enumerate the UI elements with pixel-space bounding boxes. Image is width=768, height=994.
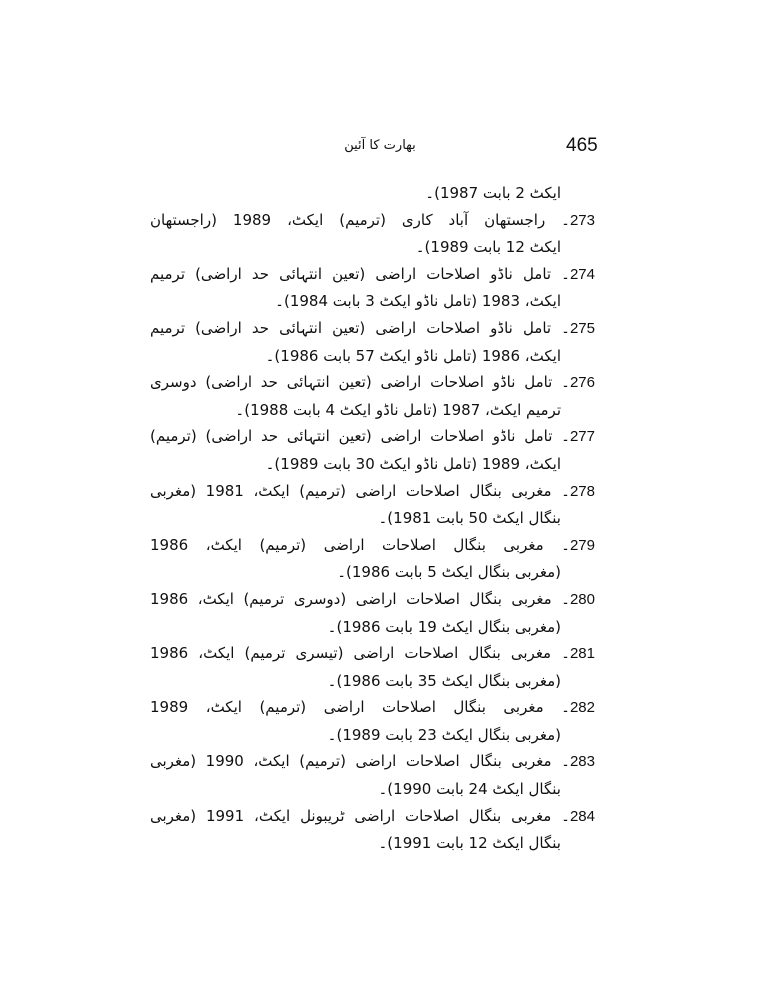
- entry-continuation-line: ایکٹ 2 بابت 1987)۔: [425, 184, 561, 202]
- entry-second-line: (مغربی بنگال ایکٹ 35 بابت 1986)۔: [327, 671, 561, 690]
- entry-first-line: [150, 315, 595, 343]
- entry-first-line: [150, 586, 595, 614]
- page-number: 465: [566, 135, 598, 156]
- entry-text: ۔ تامل ناڈو اصلاحات اراضی (تعین انتہائی حد اراضی) ترمیم: [150, 264, 570, 283]
- entry-number: 282: [569, 699, 595, 717]
- entry-text: ۔ راجستھان آباد کاری (ترمیم) ایکٹ، 1989 (راجستھان: [150, 210, 570, 229]
- entry-275: [150, 315, 595, 369]
- entry-number: 275: [569, 319, 595, 337]
- entry-277: [150, 423, 595, 477]
- entry-second-line: ایکٹ، 1989 (تامل ناڈو ایکٹ 30 بابت 1989)۔: [265, 454, 561, 473]
- entry-second-line: بنگال ایکٹ 24 بابت 1990)۔: [378, 780, 561, 799]
- entry-273: [150, 207, 595, 261]
- entry-second-line: ایکٹ 12 بابت 1989)۔: [415, 238, 561, 257]
- entry-text: ۔ مغربی بنگال اصلاحات اراضی (دوسری ترمیم) ایکٹ، 1986: [150, 589, 570, 608]
- entry-number: 278: [569, 482, 595, 500]
- entry-text: ۔ مغربی بنگال اصلاحات اراضی (ترمیم) ایکٹ، 1990 (مغربی: [150, 752, 570, 771]
- entry-text: ۔ تامل ناڈو اصلاحات اراضی (تعین انتہائی حد اراضی) ترمیم: [150, 318, 570, 337]
- entry-first-line: [150, 261, 595, 289]
- entry-number: 276: [569, 374, 595, 392]
- entry-text: ۔ مغربی بنگال اصلاحات اراضی (ترمیم) ایکٹ، 1986: [150, 535, 570, 554]
- schedule-entry-list: [150, 180, 595, 857]
- entry-second-line: ایکٹ، 1986 (تامل ناڈو ایکٹ 57 بابت 1986)۔: [265, 346, 561, 365]
- entry-first-line: [150, 640, 595, 668]
- entry-number: 283: [569, 753, 595, 771]
- entry-number: 273: [569, 211, 595, 229]
- entry-274: [150, 261, 595, 315]
- entry-281: [150, 640, 595, 694]
- entry-first-line: [150, 478, 595, 506]
- entry-276: [150, 369, 595, 423]
- entry-number: 284: [569, 807, 595, 825]
- entry-first-line: [150, 694, 595, 722]
- entry-279: [150, 532, 595, 586]
- entry-second-line: (مغربی بنگال ایکٹ 19 بابت 1986)۔: [327, 617, 561, 636]
- entry-second-line: ایکٹ، 1983 (تامل ناڈو ایکٹ 3 بابت 1984)۔: [275, 292, 561, 311]
- entry-number: 279: [569, 536, 595, 554]
- entry-280: [150, 586, 595, 640]
- entry-second-line: بنگال ایکٹ 50 بابت 1981)۔: [378, 509, 561, 528]
- entry-text: ۔ مغربی بنگال اصلاحات اراضی ٹریبونل ایکٹ، 1991 (مغربی: [150, 806, 570, 825]
- entry-text: ۔ تامل ناڈو اصلاحات اراضی (تعین انتہائی حد اراضی) (ترمیم): [150, 427, 570, 446]
- entry-first-line: [150, 369, 595, 397]
- entry-number: 281: [569, 645, 595, 663]
- entry-second-line: (مغربی بنگال ایکٹ 5 بابت 1986)۔: [337, 563, 561, 582]
- entry-number: 280: [569, 590, 595, 608]
- entry-second-line: ترمیم ایکٹ، 1987 (تامل ناڈو ایکٹ 4 بابت 1988)۔: [235, 400, 561, 419]
- entry-number: 274: [569, 265, 595, 283]
- entry-text: ۔ مغربی بنگال اصلاحات اراضی (تیسری ترمیم) ایکٹ، 1986: [150, 644, 570, 663]
- entry-282: [150, 694, 595, 748]
- entry-second-line: بنگال ایکٹ 12 بابت 1991)۔: [378, 834, 561, 853]
- entry-text: ۔ مغربی بنگال اصلاحات اراضی (ترمیم) ایکٹ، 1989: [150, 698, 570, 717]
- entry-text: ۔ مغربی بنگال اصلاحات اراضی (ترمیم) ایکٹ، 1981 (مغربی: [150, 481, 570, 500]
- running-title: بھارت کا آئین: [344, 138, 416, 153]
- entry-278: [150, 478, 595, 532]
- entry-first-line: [150, 748, 595, 776]
- entry-first-line: [150, 423, 595, 451]
- entry-number: 277: [569, 428, 595, 446]
- entry-first-line: [150, 532, 595, 560]
- entry-283: [150, 748, 595, 802]
- entry-first-line: [150, 207, 595, 235]
- entry-text: ۔ تامل ناڈو اصلاحات اراضی (تعین انتہائی حد اراضی) دوسری: [150, 373, 570, 392]
- entry-second-line: (مغربی بنگال ایکٹ 23 بابت 1989)۔: [327, 725, 561, 744]
- entry-284: [150, 803, 595, 857]
- continuation-entry: [150, 180, 595, 207]
- entry-first-line: [150, 803, 595, 831]
